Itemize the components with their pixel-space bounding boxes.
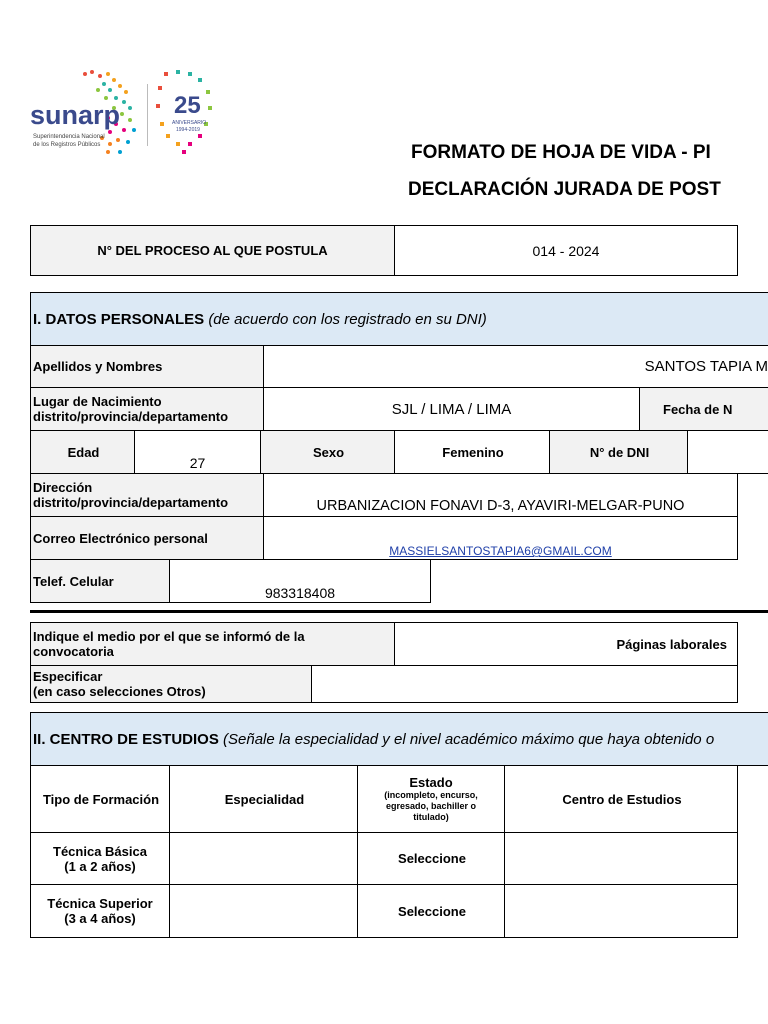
- row1-type-line1: Técnica Básica: [53, 843, 147, 859]
- dni-label-text: N° de DNI: [589, 444, 650, 460]
- col-status-label: Estado: [409, 775, 453, 790]
- address-label-line2: distrito/provincia/departamento: [33, 495, 229, 510]
- birthplace-label-line2: distrito/provincia/departamento: [33, 409, 229, 424]
- row1-center-field[interactable]: [504, 832, 738, 885]
- row1-status-value: Seleccione: [398, 851, 466, 866]
- section-divider: [30, 610, 768, 613]
- document-subtitle: DECLARACIÓN JURADA DE POST: [408, 179, 721, 200]
- table-row-type: [30, 832, 170, 885]
- section-personal-heading: I. DATOS PERSONALES: [33, 310, 205, 328]
- source-other-label: [30, 665, 312, 703]
- names-field[interactable]: [263, 345, 768, 388]
- names-label-text: Apellidos y Nombres: [33, 359, 163, 374]
- row2-status-select[interactable]: [357, 884, 505, 938]
- logo-divider: [147, 84, 148, 146]
- col-center-label: Centro de Estudios: [562, 791, 682, 807]
- section-personal-data-header: [30, 292, 768, 346]
- process-label: [30, 225, 395, 276]
- source-other-field[interactable]: [311, 665, 738, 703]
- col-status-note-2: egresado, bachiller o: [385, 801, 477, 811]
- col-center-header: [504, 765, 738, 833]
- col-status-note-1: (incompleto, encurso,: [384, 790, 478, 800]
- names-value: SANTOS TAPIA M: [644, 358, 768, 375]
- age-field[interactable]: [134, 430, 261, 474]
- source-other-label-line2: (en caso selecciones Otros): [33, 684, 206, 699]
- names-label: [30, 345, 264, 388]
- birthplace-value: SJL / LIMA / LIMA: [391, 400, 512, 418]
- dni-label: [549, 430, 688, 474]
- section-studies-heading: II. CENTRO DE ESTUDIOS: [33, 730, 219, 748]
- source-select[interactable]: [394, 622, 738, 666]
- row1-status-select[interactable]: [357, 832, 505, 885]
- birthplace-field[interactable]: [263, 387, 640, 431]
- section-studies-note: (Señale la especialidad y el nivel académico máximo que haya obtenido o: [223, 730, 715, 748]
- birthdate-label-text: Fecha de N: [663, 401, 733, 417]
- document-title: FORMATO DE HOJA DE VIDA - PI: [411, 142, 711, 163]
- col-type-header: [30, 765, 170, 833]
- row2-type-line1: Técnica Superior: [47, 896, 153, 911]
- section-studies-header: [30, 712, 768, 766]
- address-label: [30, 473, 264, 517]
- anniversary-word: ANIVERSARIO: [172, 120, 207, 126]
- brand-name: sunarp: [30, 100, 121, 130]
- process-label-text: N° DEL PROCESO AL QUE POSTULA: [97, 243, 328, 258]
- birthplace-label: [30, 387, 264, 431]
- dni-field[interactable]: [687, 430, 768, 474]
- email-label-text: Correo Electrónico personal: [33, 530, 208, 546]
- col-specialty-header: [169, 765, 358, 833]
- sunarp-logo: [30, 66, 220, 161]
- col-status-header: [357, 765, 505, 833]
- row1-specialty-field[interactable]: [169, 832, 358, 885]
- source-value: Páginas laborales: [616, 636, 727, 652]
- email-field[interactable]: [263, 516, 738, 560]
- phone-label-text: Telef. Celular: [33, 573, 114, 589]
- phone-field[interactable]: [169, 559, 431, 603]
- anniversary-number: 25: [174, 92, 201, 119]
- row2-type-line2: (3 a 4 años): [64, 911, 136, 926]
- birthplace-label-line1: Lugar de Nacimiento: [33, 394, 162, 409]
- address-label-line1: Dirección: [33, 480, 93, 495]
- birthdate-label: [639, 387, 768, 431]
- anniversary-years: 1994-2019: [176, 127, 200, 133]
- row2-center-field[interactable]: [504, 884, 738, 938]
- col-specialty-label: Especialidad: [224, 791, 305, 807]
- sex-label-text: Sexo: [312, 444, 345, 460]
- row2-specialty-field[interactable]: [169, 884, 358, 938]
- address-value: URBANIZACION FONAVI D-3, AYAVIRI-MELGAR-PUNO: [316, 498, 685, 514]
- brand-tagline-1: Superintendencia Nacional: [33, 134, 105, 140]
- section-personal-note: (de acuerdo con los registrado en su DNI): [208, 310, 487, 328]
- brand-tagline-2: de los Registros Públicos: [33, 142, 101, 148]
- sex-value: Femenino: [442, 444, 504, 460]
- phone-label: [30, 559, 170, 603]
- source-other-label-line1: Especificar: [33, 669, 103, 684]
- sex-select[interactable]: [394, 430, 550, 474]
- col-type-label: Tipo de Formación: [42, 791, 160, 807]
- row2-status-value: Seleccione: [398, 903, 466, 919]
- table-row-type: [30, 884, 170, 938]
- row1-type-line2: (1 a 2 años): [64, 858, 136, 874]
- phone-value: 983318408: [264, 585, 336, 601]
- process-number-value: 014 - 2024: [532, 242, 600, 259]
- age-label-text: Edad: [67, 444, 100, 460]
- email-link[interactable]: MASSIELSANTOSTAPIA6@GMAIL.COM: [389, 544, 612, 558]
- source-label-line1: Indique el medio por el que se informó de la: [33, 629, 305, 644]
- process-number-field[interactable]: [394, 225, 738, 276]
- col-status-note-3: titulado): [413, 812, 449, 822]
- age-label: [30, 430, 135, 474]
- source-label: [30, 622, 395, 666]
- email-label: [30, 516, 264, 560]
- source-label-line2: convocatoria: [33, 644, 114, 659]
- sex-label: [260, 430, 395, 474]
- section-personal-data-title: [31, 311, 487, 328]
- section-studies-title: [31, 731, 714, 748]
- address-field[interactable]: [263, 473, 738, 517]
- age-value: 27: [189, 455, 206, 471]
